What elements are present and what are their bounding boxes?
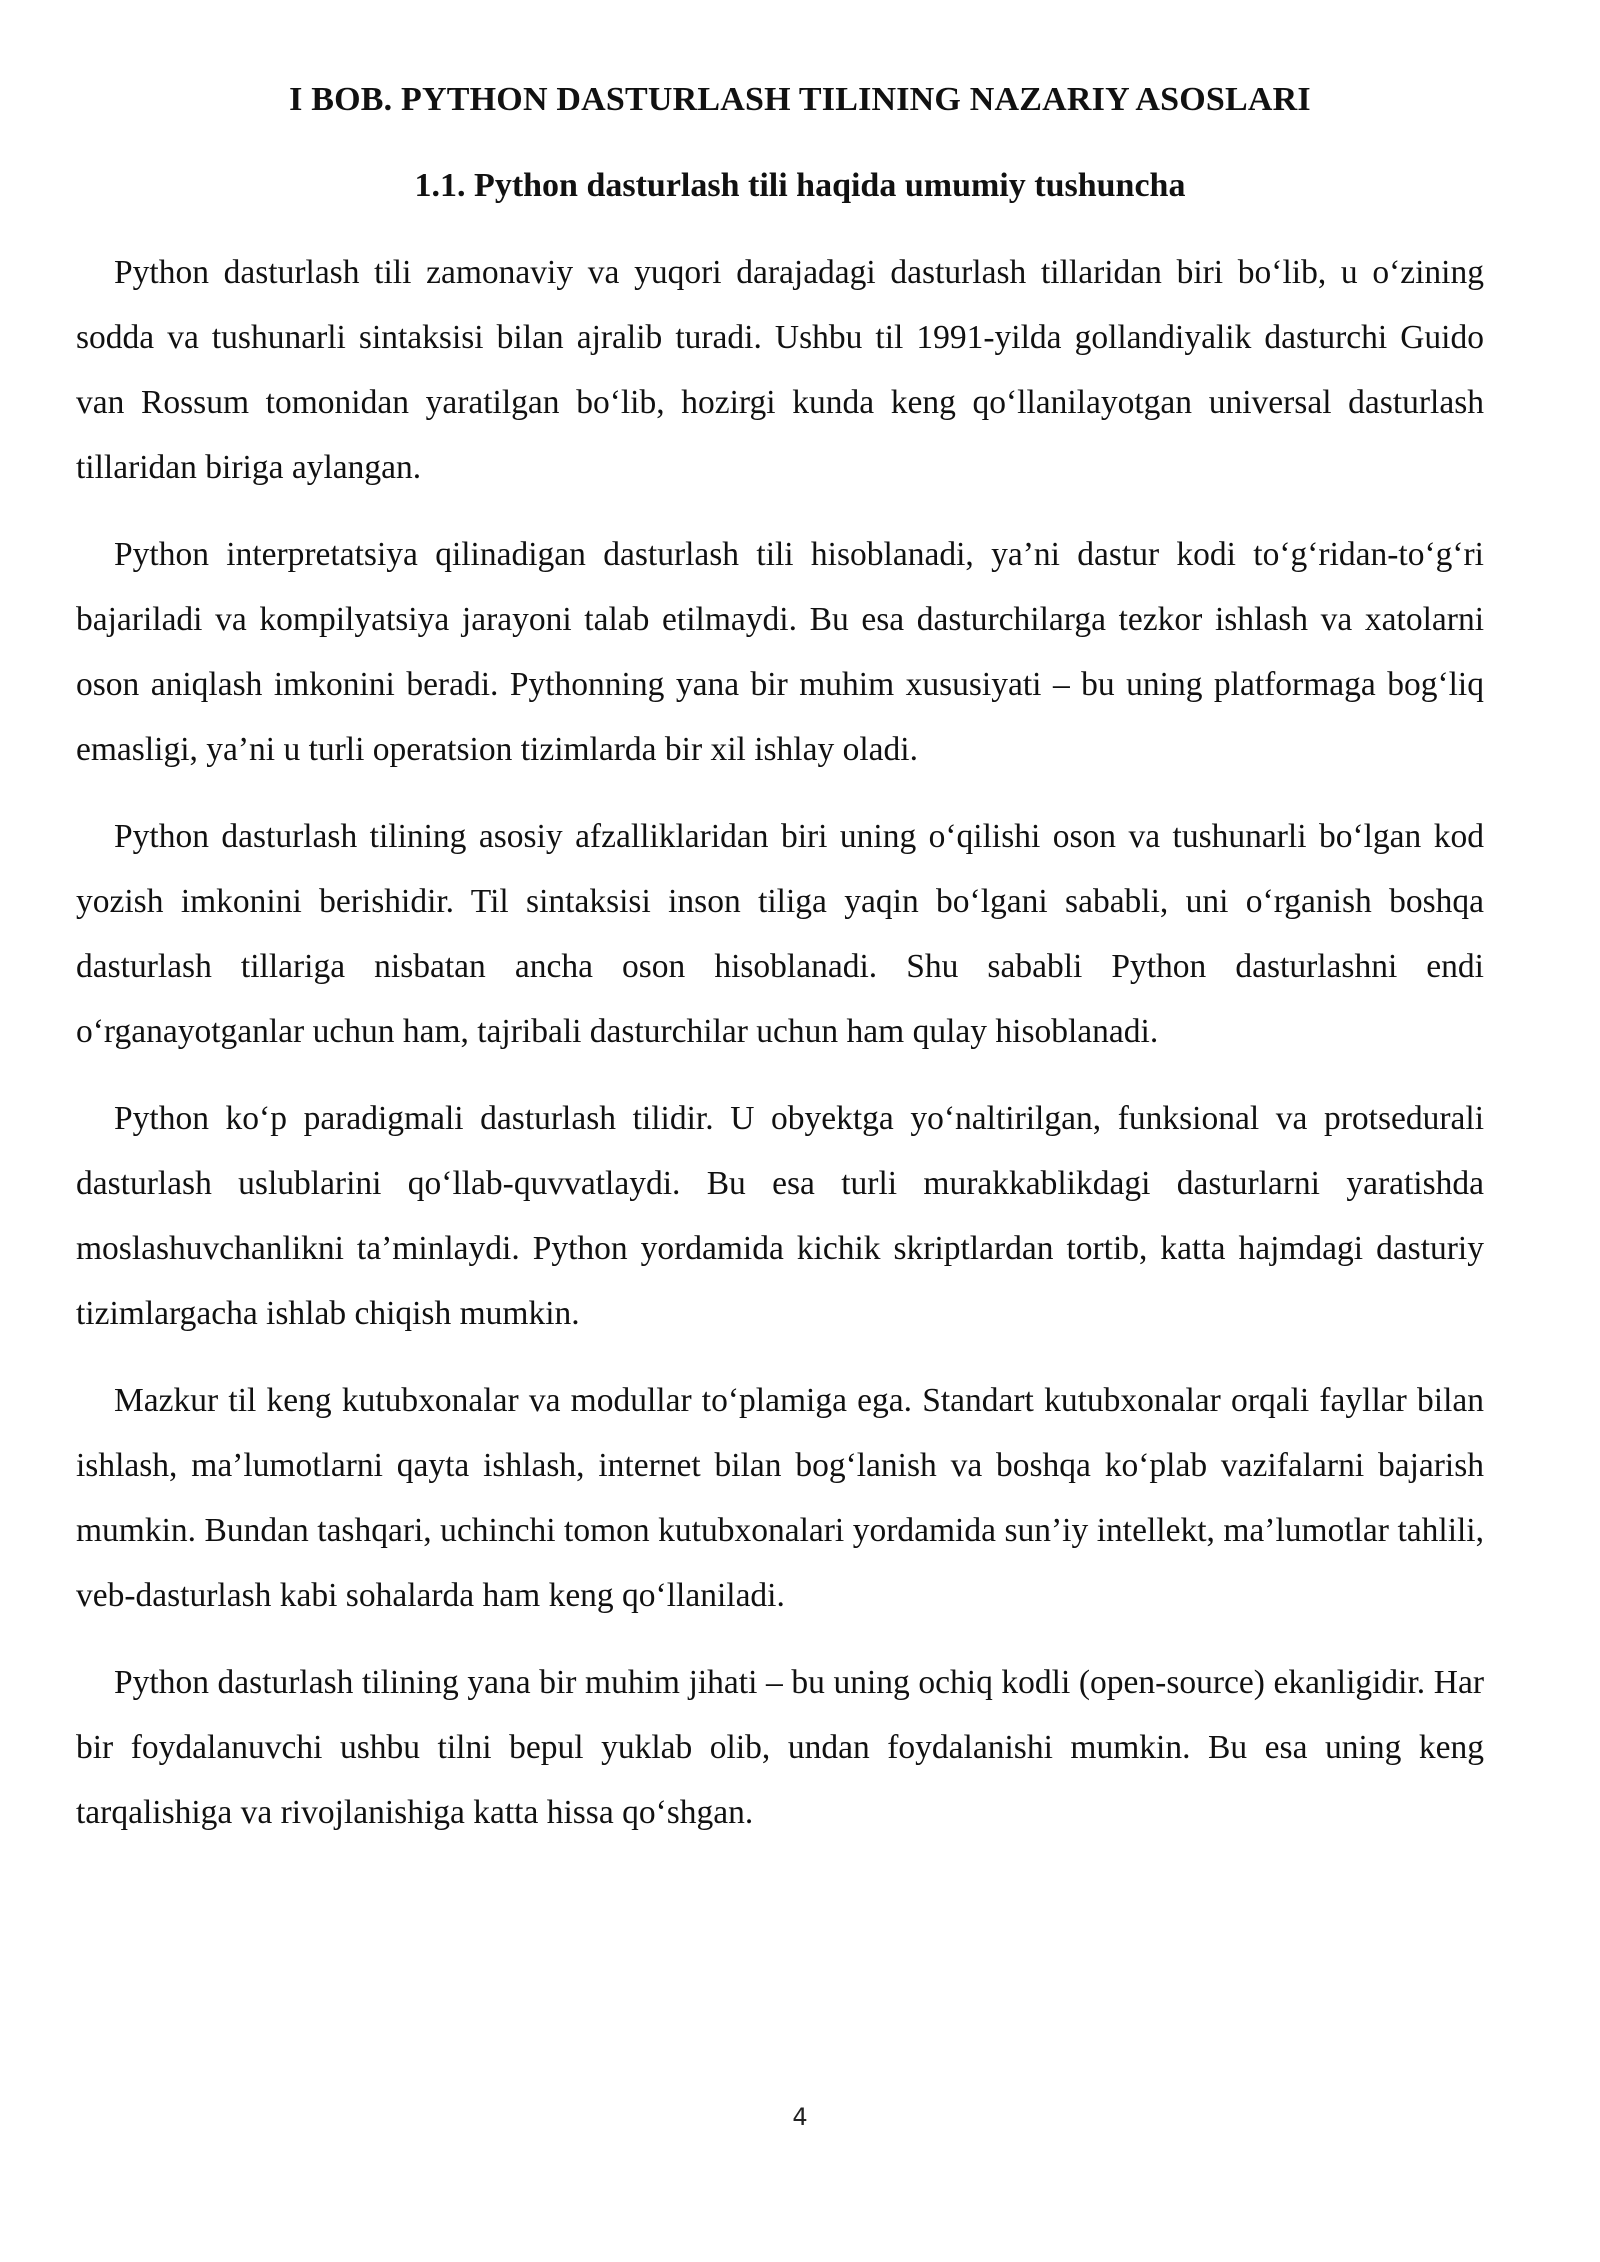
paragraph: Python dasturlash tili zamonaviy va yuqori darajadagi dasturlash tillaridan biri bo‘lib, u o‘zining sodda va tushunarli sintaksisi bilan ajralib turadi. Ushbu til 1991-yilda gollandiyalik dasturchi Guido van Rossum tomonidan yaratilgan bo‘lib, hozirgi kunda keng qo‘llanilayotgan universal dasturlash tillaridan biriga aylangan. <box>76 254 1484 486</box>
paragraph: Python ko‘p paradigmali dasturlash tilidir. U obyektga yo‘naltirilgan, funksional va protsedurali dasturlash uslublarini qo‘llab-quvvatlaydi. Bu esa turli murakkablikdagi dasturlarni yaratishda moslashuvchanlikni ta’minlaydi. Python yordamida kichik skriptlardan tortib, katta hajmdagi dasturiy tizimlargacha ishlab chiqish mumkin. <box>76 1100 1484 1332</box>
section-title: 1.1. Python dasturlash tili haqida umumiy tushuncha <box>414 167 1186 204</box>
paragraph: Mazkur til keng kutubxonalar va modullar to‘plamiga ega. Standart kutubxonalar orqali fayllar bilan ishlash, ma’lumotlarni qayta ishlash, internet bilan bog‘lanish va boshqa ko‘plab vazifalarni bajarish mumkin. Bundan tashqari, uchinchi tomon kutubxonalari yordamida sun’iy intellekt, ma’lumotlar tahlili, veb-dasturlash kabi sohalarda ham keng qo‘llaniladi. <box>76 1382 1484 1614</box>
paragraph: Python dasturlash tilining yana bir muhim jihati – bu uning ochiq kodli (open-source) ekanligidir. Har bir foydalanuvchi ushbu tilni bepul yuklab olib, undan foydalanishi mumkin. Bu esa uning keng tarqalishiga va rivojlanishiga katta hissa qo‘shgan. <box>76 1664 1484 1831</box>
paragraph: Python interpretatsiya qilinadigan dasturlash tili hisoblanadi, ya’ni dastur kodi to‘g‘ridan-to‘g‘ri bajariladi va kompilyatsiya jarayoni talab etilmaydi. Bu esa dasturchilarga tezkor ishlash va xatolarni oson aniqlash imkonini beradi. Pythonning yana bir muhim xususiyati – bu uning platformaga bog‘liq emasligi, ya’ni u turli operatsion tizimlarda bir xil ishlay oladi. <box>76 536 1484 768</box>
paragraph: Python dasturlash tilining asosiy afzalliklaridan biri uning o‘qilishi oson va tushunarli bo‘lgan kod yozish imkonini berishidir. Til sintaksisi inson tiliga yaqin bo‘lgani sababli, uni o‘rganish boshqa dasturlash tillariga nisbatan ancha oson hisoblanadi. Shu sababli Python dasturlashni endi o‘rganayotganlar uchun ham, tajribali dasturchilar uchun ham qulay hisoblanadi. <box>76 818 1484 1050</box>
chapter-title: I BOB. PYTHON DASTURLASH TILINING NAZARIY ASOSLARI <box>289 81 1311 118</box>
page-number: 4 <box>792 2103 808 2131</box>
body-text <box>76 240 1484 1867</box>
